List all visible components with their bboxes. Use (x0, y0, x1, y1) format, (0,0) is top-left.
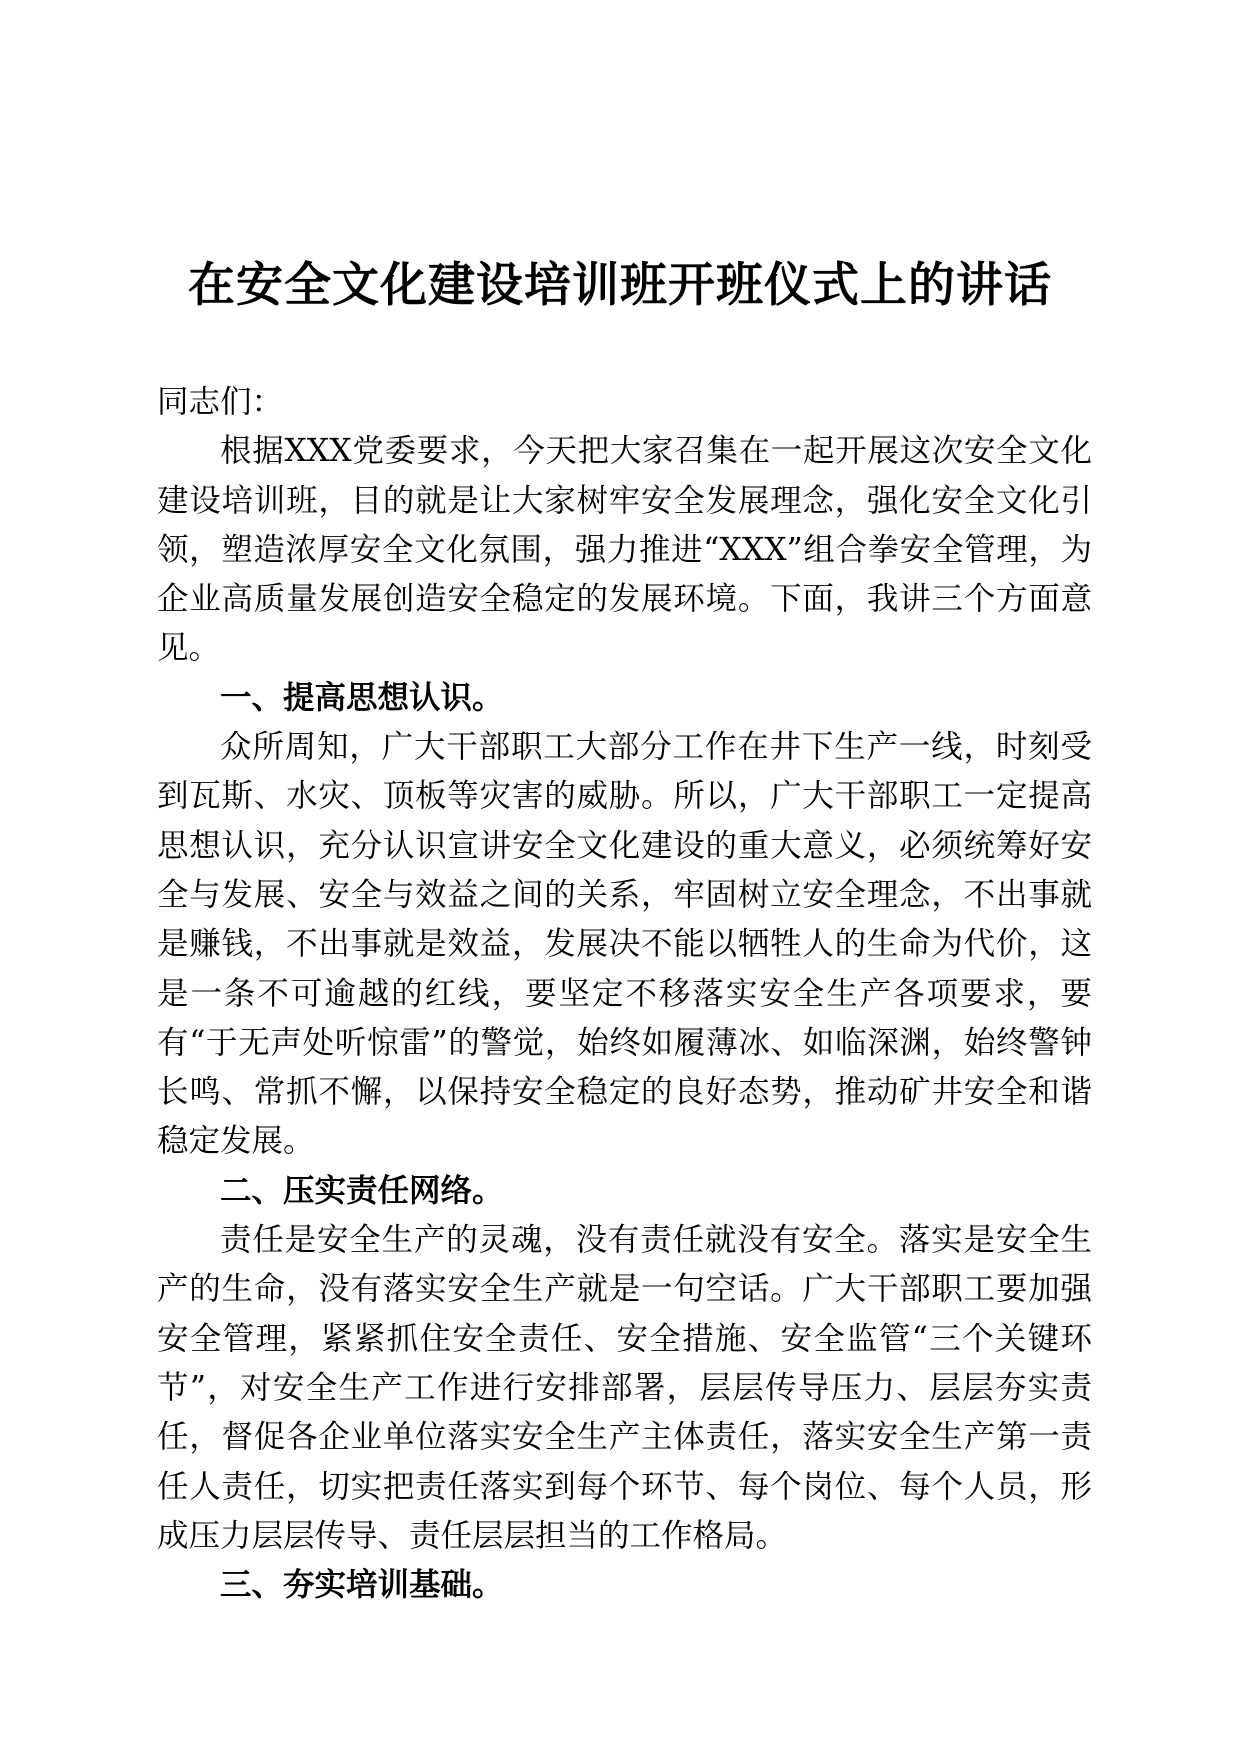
salutation: 同志们： (157, 384, 284, 420)
section-2-paragraph: 责任是安全生产的灵魂，没有责任就没有安全。落实是安全生产的生命，没有落实安全生产就是一句空话。广大干部职工要加强安全管理，紧紧抓住安全责任、安全措施、安全监管“三个关键环节”，对安全生产工作进行安排部署，层层传导压力、层层夯实责任，督促各企业单位落实安全生产主体责任，落实安全生产第一责任人责任，切实把责任落实到每个环节、每个岗位、每个人员，形成压力层层传导、责任层层担当的工作格局。 (157, 1222, 1092, 1554)
section-2-heading: 二、压实责任网络。 (220, 1172, 504, 1209)
document-title: 在安全文化建设培训班开班仪式上的讲话 (188, 258, 1052, 313)
intro-paragraph: 根据XXX党委要求，今天把大家召集在一起开展这次安全文化建设培训班，目的就是让大家树牢安全发展理念，强化安全文化引领，塑造浓厚安全文化氛围，强力推进“XXX”组合拳安全管理，为企业高质量发展创造安全稳定的发展环境。下面，我讲三个方面意见。 (157, 433, 1092, 667)
document-body (157, 378, 1092, 1610)
section-3-heading: 三、夯实培训基础。 (220, 1567, 504, 1604)
section-1-heading: 一、提高思想认识。 (220, 679, 504, 716)
section-1-paragraph: 众所周知，广大干部职工大部分工作在井下生产一线，时刻受到瓦斯、水灾、顶板等灾害的威胁。所以，广大干部职工一定提高思想认识，充分认识宣讲安全文化建设的重大意义，必须统筹好安全与发展、安全与效益之间的关系，牢固树立安全理念，不出事就是赚钱，不出事就是效益，发展决不能以牺牲人的生命为代价，这是一条不可逾越的红线，要坚定不移落实安全生产各项要求，要有“于无声处听惊雷”的警觉，始终如履薄冰、如临深渊，始终警钟长鸣、常抓不懈，以保持安全稳定的良好态势，推动矿井安全和谐稳定发展。 (157, 729, 1092, 1160)
